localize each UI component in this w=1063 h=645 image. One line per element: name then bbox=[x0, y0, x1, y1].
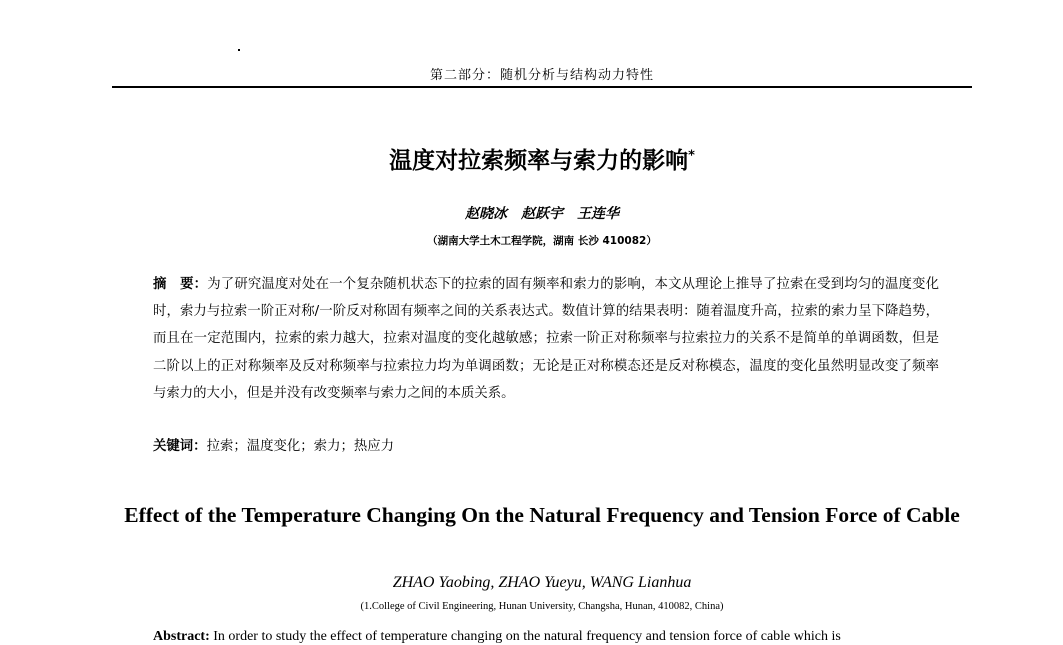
abstract-chinese-label: 摘 要： bbox=[153, 277, 208, 292]
title-chinese-text: 温度对拉索频率与索力的影响 bbox=[389, 148, 689, 174]
header-rule bbox=[112, 86, 972, 88]
scan-speck bbox=[238, 49, 240, 51]
title-english: Effect of the Temperature Changing On the Natural Frequency and Tension Force of Cable bbox=[124, 503, 960, 527]
abstract-chinese-text: 为了研究温度对处在一个复杂随机状态下的拉索的固有频率和索力的影响，本文从理论上推导了拉索在受到均匀的温度变化时，索力与拉索一阶正对称/一阶反对称固有频率之间的关系表达式。数值计算的结果表明：随着温度升高，拉索的索力呈下降趋势，而且在一定范围内，拉索的索力越大，拉索对温度的变化越敏感；拉索一阶正对称频率与拉索拉力的关系不是简单的单调函数，但是二阶以上的正对称频率及反对称频率与拉索拉力均为单调函数；无论是正对称模态还是反对称模态，温度的变化虽然明显改变了频率与索力的大小，但是并没有改变频率与索力之间的本质关系。 bbox=[153, 277, 939, 401]
authors-english: ZHAO Yaobing, ZHAO Yueyu, WANG Lianhua bbox=[392, 574, 692, 591]
abstract-chinese bbox=[153, 271, 939, 407]
abstract-english-text: In order to study the effect of temperature changing on the natural frequency and tension force of cable which is bbox=[209, 629, 841, 644]
keywords-chinese bbox=[153, 435, 394, 454]
authors-chinese: 赵晓冰 赵跃宇 王连华 bbox=[465, 206, 619, 222]
abstract-english bbox=[153, 629, 953, 645]
title-chinese bbox=[112, 142, 972, 175]
affiliation-chinese: （湖南大学土木工程学院，湖南 长沙 410082） bbox=[427, 235, 657, 247]
running-head: 第二部分：随机分析与结构动力特性 bbox=[429, 68, 654, 83]
keywords-chinese-text: 拉索；温度变化；索力；热应力 bbox=[206, 439, 395, 454]
affiliation-english: (1.College of Civil Engineering, Hunan University, Changsha, Hunan, 410082, China) bbox=[360, 601, 724, 612]
abstract-english-label: Abstract: bbox=[153, 629, 210, 644]
keywords-chinese-label: 关键词： bbox=[153, 439, 207, 454]
title-footnote-mark: * bbox=[688, 148, 695, 164]
